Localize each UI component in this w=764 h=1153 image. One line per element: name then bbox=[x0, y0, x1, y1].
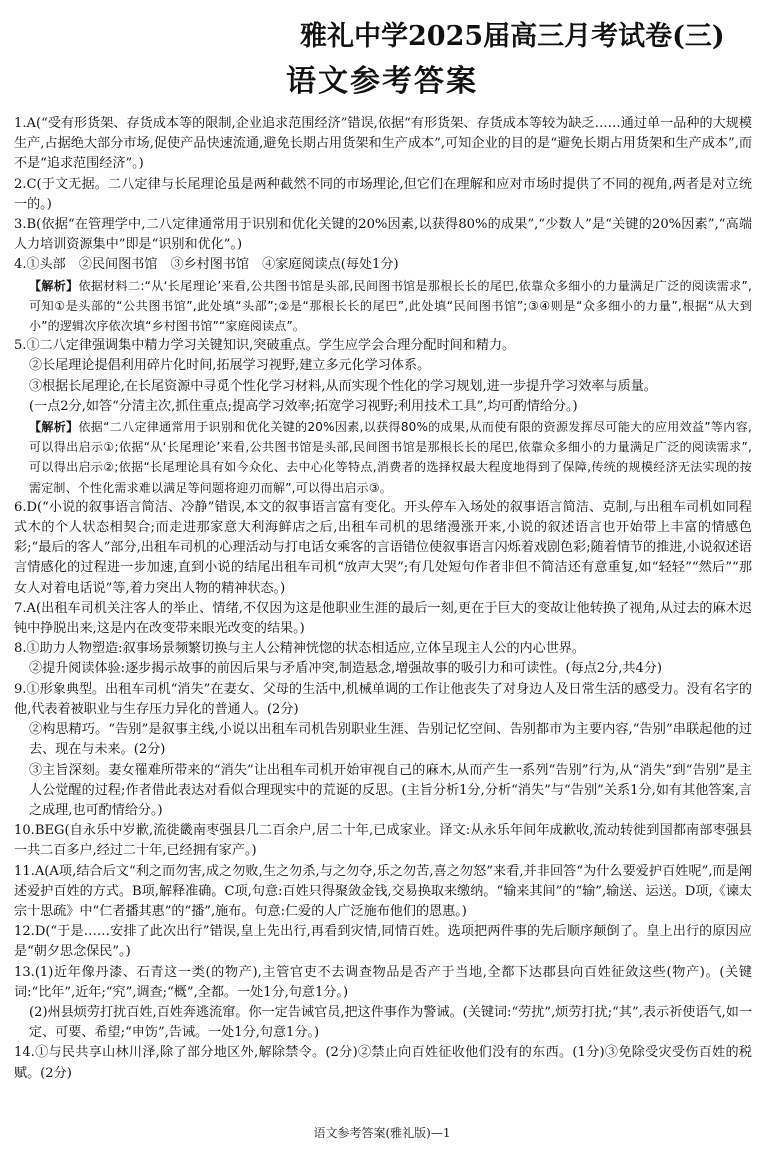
question-number: 14. bbox=[14, 1045, 35, 1061]
answer-text: D(“于是……安排了此次出行”错误,皇上先出行,再看到灾情,同情百姓。选项把两件事的先后顺序颠倒了。皇上出行的原因应是“朝夕思念保民”。) bbox=[14, 924, 752, 960]
answer-list bbox=[14, 114, 752, 1084]
answer-item bbox=[14, 336, 752, 498]
answer-text: A(A项,结合后文“利之而勿害,成之勿败,生之勿杀,与之勿夺,乐之勿苦,喜之勿怒”来看,并非回答“为什么要爱护百姓呢”,而是阐述爱护百姓的方式。B项,解释准确。C项,句意:百姓只得聚敛金钱,交易换取来缴纳。“输来其间”的“输”,输送、运送。D项,《谏太宗十思疏》中“仁者播其惠”的“播”,施布。句意:仁爱的人广泛施布他们的恩惠。) bbox=[14, 863, 752, 919]
answer-item bbox=[14, 114, 752, 175]
question-number: 5. bbox=[14, 338, 27, 354]
answer-subpoint: ③主旨深刻。妻女罹难所带来的“消失”让出租车司机开始审视自己的麻木,从而产生一系列“告别”行为,从“消失”到“告别”是主人公觉醒的过程;作者借此表达对看似合理现实中的荒诞的反思。(主旨分析1分,分析“消失”与“告别”关系1分,如有其他答案,言之成理,也可酌情给分。) bbox=[29, 762, 752, 818]
answer-line bbox=[14, 114, 752, 175]
answer-line bbox=[14, 175, 752, 215]
answer-subpoint: (一点2分,如答“分清主次,抓住重点;提高学习效率;拓宽学习视野;利用技术工具”,均可酌情给分。) bbox=[29, 398, 578, 414]
analysis-tag: 【解析】 bbox=[29, 278, 79, 293]
answer-text: ①二八定律强调集中精力学习关键知识,突破重点。学生应学会合理分配时间和精力。 bbox=[26, 338, 516, 354]
answer-item bbox=[14, 922, 752, 962]
answer-text: ①形象典型。出租车司机“消失”在妻女、父母的生活中,机械单调的工作让他丧失了对身边人及日常生活的感受力。没有名字的他,代表着被职业与生存压力异化的普通人。(2分) bbox=[14, 681, 752, 717]
answer-item bbox=[14, 599, 752, 639]
answer-text: A(出租车司机关注客人的举止、情绪,不仅因为这是他职业生涯的最后一刻,更在于巨大的变故让他转换了视角,从过去的麻木迟钝中挣脱出来,这是内在改变带来眼光改变的结果。) bbox=[14, 600, 752, 637]
answer-line bbox=[14, 963, 752, 1003]
answer-text: ①与民共享山林川泽,除了部分地区外,解除禁令。(2分)②禁止向百姓征收他们没有的东西。(1分)③免除受灾受伤百姓的税赋。(2分) bbox=[14, 1045, 752, 1081]
answer-line bbox=[14, 336, 752, 356]
answer-line bbox=[14, 862, 752, 923]
answer-line bbox=[14, 215, 752, 255]
answer-line bbox=[14, 498, 752, 599]
question-number: 9. bbox=[14, 681, 27, 697]
answer-text: B(依据“在管理学中,二八定律通常用于识别和优化关键的20%因素,以获得80%的成果”,“少数人”是“关键的20%因素”,“高端人力培训资源集中”即是“识别和优化”。) bbox=[14, 217, 752, 253]
question-number: 7. bbox=[14, 600, 27, 616]
answer-line bbox=[14, 1043, 752, 1083]
question-number: 12. bbox=[14, 924, 35, 940]
answer-item bbox=[14, 498, 752, 599]
question-number: 6. bbox=[14, 499, 27, 515]
answer-text: BEG(自永乐中岁歉,流徙畿南枣强县几二百余户,居二十年,已成家业。译文:从永乐年间年成歉收,流动转徙到国都南部枣强县一共二百多户,经过二十年,已经拥有家产。) bbox=[14, 823, 752, 859]
answer-text: D(“小说的叙事语言简洁、冷静”错误,本文的叙事语言富有变化。开头停车入场处的叙事语言简洁、克制,与出租车司机如同程式木的个人状态相契合;而走进那家意大利海鲜店之后,出租车司机的思绪漫涨开来,小说的叙述语言也开始带上丰富的情感色彩;“最后的客人”部分,出租车司机的心理活动与打电话女乘客的言语错位使叙事语言闪烁着戏剧色彩;随着情节的推进,小说叙述语言情感化的过程进一步加速,直到小说的结尾出租车司机“放声大哭”;有几处短句作者非但不简洁还有意重复,如“轻轻”“然后”“那女人对着电话说”等,着力突出人物的精神状态。) bbox=[14, 499, 752, 596]
answer-item bbox=[14, 680, 752, 821]
answer-item bbox=[14, 255, 752, 336]
question-number: 3. bbox=[14, 217, 27, 233]
answer-item bbox=[14, 862, 752, 923]
answer-item bbox=[14, 215, 752, 255]
answer-item bbox=[14, 175, 752, 215]
analysis-paragraph bbox=[14, 276, 752, 337]
answer-text: C(于文无据。二八定律与长尾理论虽是两种截然不同的市场理论,但它们在理解和应对市场时提供了不同的视角,两者是对立统一的。) bbox=[14, 176, 752, 212]
question-number: 13. bbox=[14, 964, 35, 980]
page-footer: 语文参考答案(雅礼版)—1 bbox=[313, 1126, 451, 1140]
answer-subpoint: ③根据长尾理论,在长尾资源中寻觅个性化学习材料,从而实现个性化的学习规划,进一步提升学习效率与质量。 bbox=[29, 378, 657, 394]
analysis-tag: 【解析】 bbox=[29, 420, 79, 435]
answer-line bbox=[14, 599, 752, 639]
answer-item bbox=[14, 1043, 752, 1083]
question-number: 10. bbox=[14, 823, 35, 839]
answer-text: (1)近年像丹漆、石青这一类(的物产),主管官吏不去调查物品是否产于当地,全都下达郡县向百姓征敛这些(物产)。(关键词:“比年”,近年;“究”,调查;“概”,全都。一处1分,句意1分。) bbox=[14, 964, 752, 1000]
answer-key-title: 语文参考答案 bbox=[286, 64, 478, 99]
analysis-paragraph bbox=[14, 417, 752, 498]
answer-item bbox=[14, 963, 752, 1044]
question-number: 8. bbox=[14, 641, 27, 657]
answer-line bbox=[14, 680, 752, 720]
question-number: 11. bbox=[14, 863, 35, 879]
analysis-text: 依据材料二:“从‘长尾理论’来看,公共图书馆是头部,民间图书馆是那根长长的尾巴,依靠众多细小的力量满足广泛的阅读需求”,可知①是头部的“公共图书馆”,此处填“头部”;②是“那根长长的尾巴”,此处填“民间图书馆”;③④则是“众多细小的力量”,根据“从大到小”的逻辑次序依次填“乡村图书馆”“家庭阅读点”。 bbox=[29, 278, 752, 334]
answer-item bbox=[14, 821, 752, 861]
answer-line bbox=[14, 639, 752, 659]
question-number: 1. bbox=[14, 116, 27, 131]
answer-subpoint: (2)州县烦劳打扰百姓,百姓奔逃流窜。你一定告诫官员,把这件事作为警诫。(关键词:“劳扰”,烦劳打扰;“其”,表示祈使语气,如一定、可要、希望;“申饬”,告诫。一处1分,句意1分。) bbox=[29, 1004, 752, 1041]
answer-line bbox=[14, 255, 752, 275]
answer-line bbox=[14, 821, 752, 861]
answer-text: ①助力人物塑造:叙事场景频繁切换与主人公精神恍惚的状态相适应,立体呈现主人公的内心世界。 bbox=[26, 641, 586, 657]
answer-subpoint: ②提升阅读体验:逐步揭示故事的前因后果与矛盾冲突,制造悬念,增强故事的吸引力和可读性。(每点2分,共4分) bbox=[29, 661, 662, 677]
answer-subpoint: ②构思精巧。“告别”是叙事主线,小说以出租车司机告别职业生涯、告别记忆空间、告别都市为主要内容,“告别”串联起他的过去、现在与未来。(2分) bbox=[29, 722, 752, 758]
question-number: 4. bbox=[14, 257, 27, 273]
answer-text: A(“受有形货架、存货成本等的限制,企业追求范围经济”错误,依据“有形货架、存货成本等较为缺乏……通过单一品种的大规模生产,占据绝大部分市场,促使产品快速流通,避免长期占用货架和生产成本”,可知企业的目的是“避免长期占用货架和生产成本”,而不是“追求范围经济”。) bbox=[14, 116, 752, 172]
answer-line bbox=[14, 922, 752, 962]
exam-title: 雅礼中学2025届高三月考试卷(三) bbox=[300, 21, 725, 52]
answer-subpoint: ②长尾理论提倡利用碎片化时间,拓展学习视野,建立多元化学习体系。 bbox=[29, 358, 431, 374]
question-number: 2. bbox=[14, 176, 27, 192]
answer-item bbox=[14, 639, 752, 679]
answer-text: ①头部 ②民间图书馆 ③乡村图书馆 ④家庭阅读点(每处1分) bbox=[26, 257, 399, 273]
analysis-text: 依据“二八定律通常用于识别和优化关键的20%因素,以获得80%的成果,从而使有限的资源发挥尽可能大的应用效益”等内容,可以得出启示①;依据“从‘长尾理论’来看,公共图书馆是头部,民间图书馆是那根长长的尾巴,依靠众多细小的力量满足广泛的阅读需求”,可以得出启示②;依据“长尾理论具有如今众化、去中心化等特点,消费者的选择权最大程度地得到了保障,传统的规模经济无法实现的按需定制、个性化需求难以满足等问题将迎刃而解”,可以得出启示③。 bbox=[29, 420, 752, 495]
